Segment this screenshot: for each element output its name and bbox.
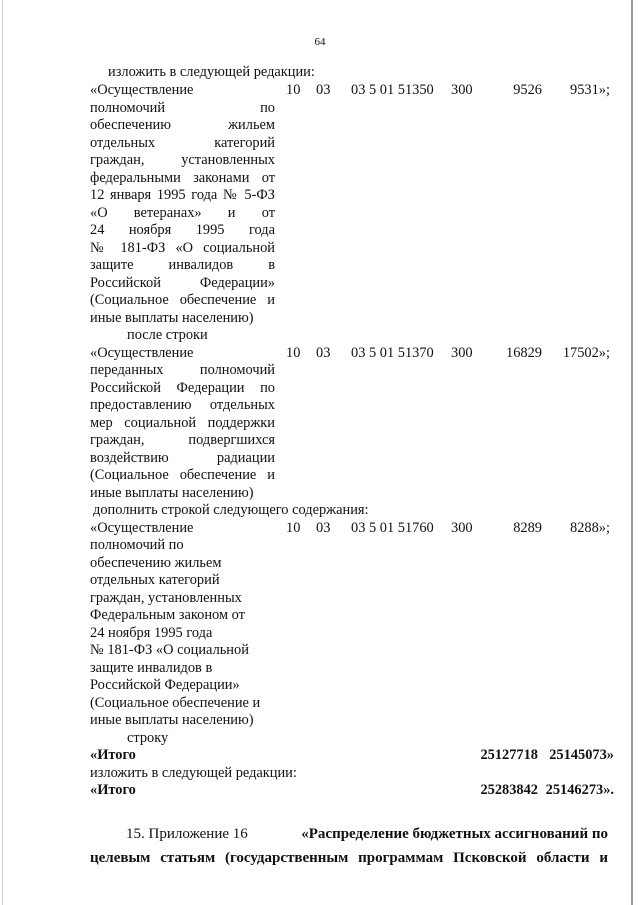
row1-sum-1: 9526 xyxy=(513,82,542,98)
row3-line: отдельных категорий xyxy=(90,572,220,588)
row1-line: обеспечению жильем xyxy=(90,117,275,133)
row3-sum-1: 8289 xyxy=(513,520,542,536)
total-new-sum-1: 25283842 xyxy=(480,782,538,798)
row2-line: переданных полномочий xyxy=(90,362,275,378)
row2-section: 10 xyxy=(286,345,301,361)
paragraph-15-line-1 xyxy=(126,826,608,844)
paragraph-15-prefix: 15. Приложение 16 xyxy=(126,826,252,842)
row3-target-code: 03 5 01 51760 xyxy=(351,520,434,536)
row3-line: иные выплаты населению) xyxy=(90,712,254,728)
add-line-text: дополнить строкой следующего содержания: xyxy=(93,502,369,518)
after-line-text: после строки xyxy=(127,327,208,343)
row2-sum-2: 17502»; xyxy=(562,345,610,361)
row3-line: 24 ноября 1995 года xyxy=(90,625,213,641)
row3-section: 10 xyxy=(286,520,301,536)
row1-expense-type: 300 xyxy=(451,82,473,98)
row3-sum-2: 8288»; xyxy=(570,520,610,536)
row2-sum-1: 16829 xyxy=(506,345,542,361)
total-old-sum-1: 25127718 xyxy=(480,747,538,763)
paragraph-15-bold-2: целевым статьям (государственным программам Псковской области и xyxy=(90,850,608,866)
row1-sum-2: 9531»; xyxy=(570,82,610,98)
row1-line: (Социальное обеспечение и xyxy=(90,292,275,308)
scan-left-edge xyxy=(2,0,3,905)
row1-subsection: 03 xyxy=(316,82,331,98)
row1-line: 24 ноября 1995 года xyxy=(90,222,275,238)
row3-line: (Социальное обеспечение и xyxy=(90,695,261,711)
row3-expense-type: 300 xyxy=(451,520,473,536)
row1-line: Российской Федерации» xyxy=(90,275,275,291)
row2-expense-type: 300 xyxy=(451,345,473,361)
row2-line: предоставлению отдельных xyxy=(90,397,275,413)
total-old-label: «Итого xyxy=(90,747,136,763)
row2-line: воздействию радиации xyxy=(90,450,275,466)
stroku-text: строку xyxy=(127,730,169,746)
row2-line: (Социальное обеспечение и xyxy=(90,467,275,483)
total-new-label: «Итого xyxy=(90,782,136,798)
row1-line: отдельных категорий xyxy=(90,135,275,151)
row1-line: граждан, установленных xyxy=(90,152,275,168)
total-new-sum-2: 25146273». xyxy=(545,782,614,798)
row2-line: иные выплаты населению) xyxy=(90,485,254,501)
row1-line: «О ветеранах» и от xyxy=(90,205,275,221)
row1-line: «Осуществление xyxy=(90,82,194,98)
row1-line: № 181-ФЗ «О социальной xyxy=(90,240,275,256)
row2-line: Российской Федерации по xyxy=(90,380,275,396)
change-line-text: изложить в следующей редакции: xyxy=(90,765,297,781)
row1-line: полномочий по xyxy=(90,100,275,116)
row1-line: защите инвалидов в xyxy=(90,257,275,273)
row1-line: иные выплаты населению) xyxy=(90,310,254,326)
row2-line: «Осуществление xyxy=(90,345,194,361)
row2-target-code: 03 5 01 51370 xyxy=(351,345,434,361)
row2-line: мер социальной поддержки xyxy=(90,415,275,431)
row1-line: 12 января 1995 года № 5-ФЗ xyxy=(90,187,275,203)
row2-line: граждан, подвергшихся xyxy=(90,432,275,448)
paragraph-15-bold-1: «Распределение бюджетных ассигнований по xyxy=(301,826,608,842)
page-number: 64 xyxy=(314,36,326,48)
intro-text: изложить в следующей редакции: xyxy=(108,64,315,80)
row3-line: № 181-ФЗ «О социальной xyxy=(90,642,249,658)
row3-line: Федеральным законом от xyxy=(90,607,245,623)
row1-section: 10 xyxy=(286,82,301,98)
row3-line: защите инвалидов в xyxy=(90,660,213,676)
row3-line: «Осуществление xyxy=(90,520,194,536)
total-old-sum-2: 25145073» xyxy=(549,747,614,763)
row2-subsection: 03 xyxy=(316,345,331,361)
row3-line: обеспечению жильем xyxy=(90,555,222,571)
row3-line: граждан, установленных xyxy=(90,590,242,606)
row3-line: Российской Федерации» xyxy=(90,677,240,693)
scan-right-edge xyxy=(631,0,633,905)
row3-subsection: 03 xyxy=(316,520,331,536)
row1-target-code: 03 5 01 51350 xyxy=(351,82,434,98)
row3-line: полномочий по xyxy=(90,537,184,553)
row1-line: федеральными законами от xyxy=(90,170,275,186)
